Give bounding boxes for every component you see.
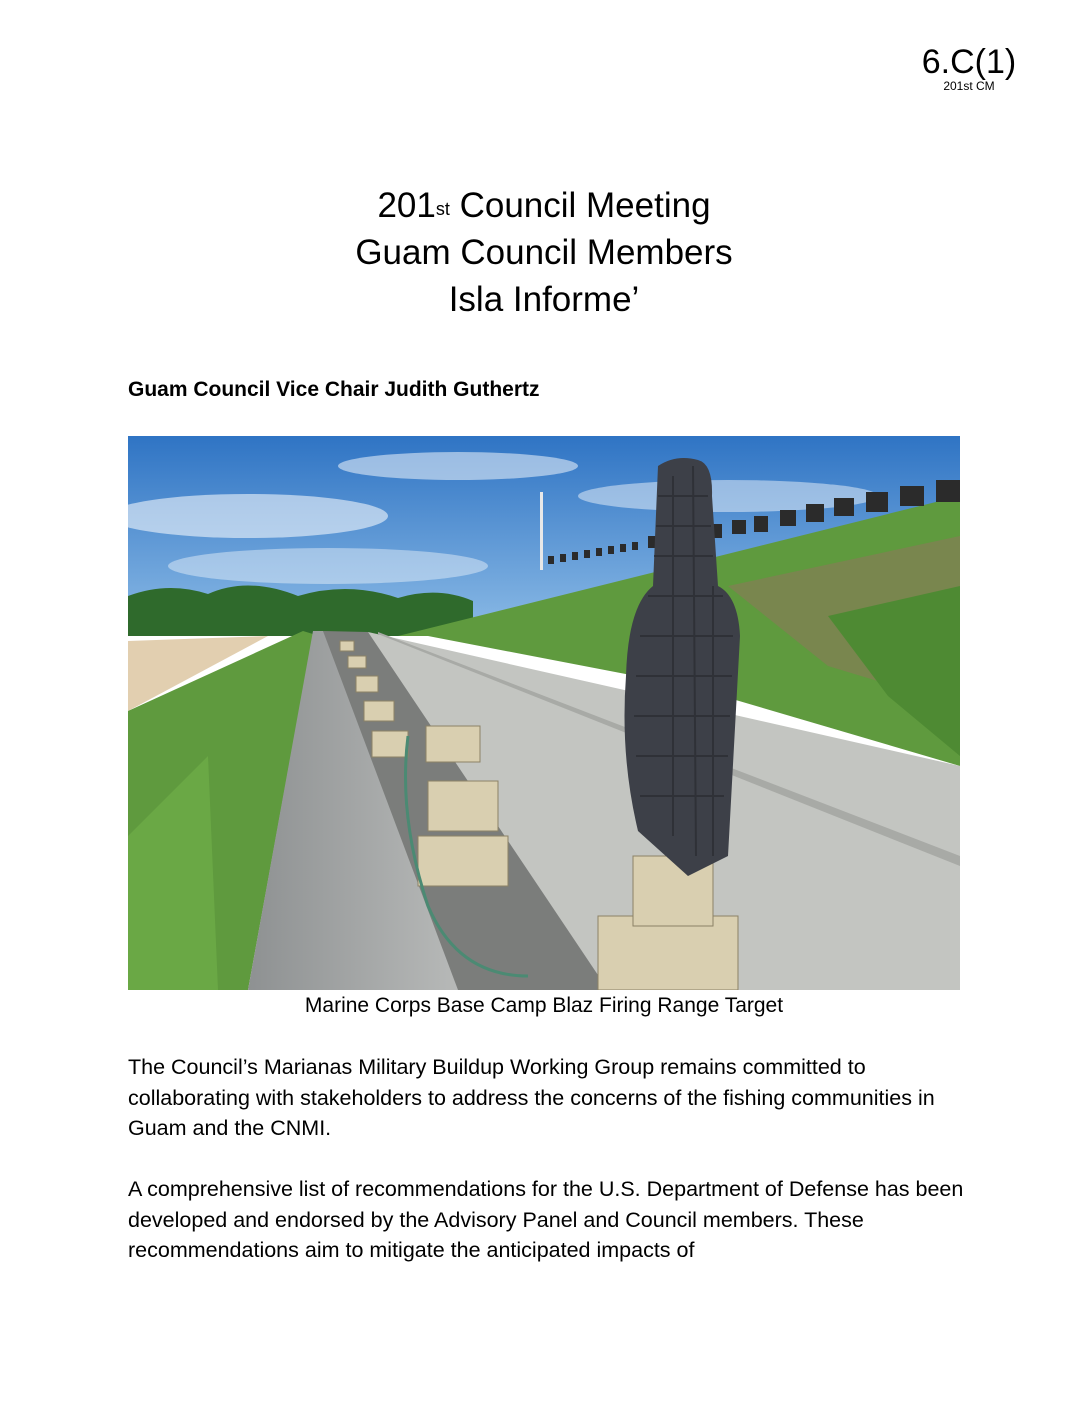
title-line-3: Isla Informe’ (448, 280, 640, 319)
agenda-item-number: 6.C(1) (921, 43, 1017, 81)
paragraph-2: A comprehensive list of recommendations for the U.S. Department of Defense has been developed and endorsed by the Advisory Panel and Council members. These recommendations aim to mitigate the anticipated impacts of (128, 1177, 964, 1262)
section-heading: Guam Council Vice Chair Judith Guthertz (128, 378, 540, 401)
page-tag (914, 44, 1024, 93)
firing-range-photo (128, 436, 960, 990)
title-line-1 (0, 182, 1088, 229)
title-ordinal-suffix: st (435, 199, 450, 219)
paragraph-1: The Council’s Marianas Military Buildup Working Group remains committed to collaborating with stakeholders to address the concerns of the fishing communities in Guam and the CNMI. (128, 1055, 935, 1140)
meeting-label: 201st CM (943, 79, 995, 93)
title-line-2: Guam Council Members (355, 233, 733, 272)
title-meeting-label: Council Meeting (449, 186, 711, 225)
photo-caption: Marine Corps Base Camp Blaz Firing Range Target (304, 994, 784, 1017)
page-title (0, 182, 1088, 323)
title-meeting-number: 201 (377, 186, 436, 225)
